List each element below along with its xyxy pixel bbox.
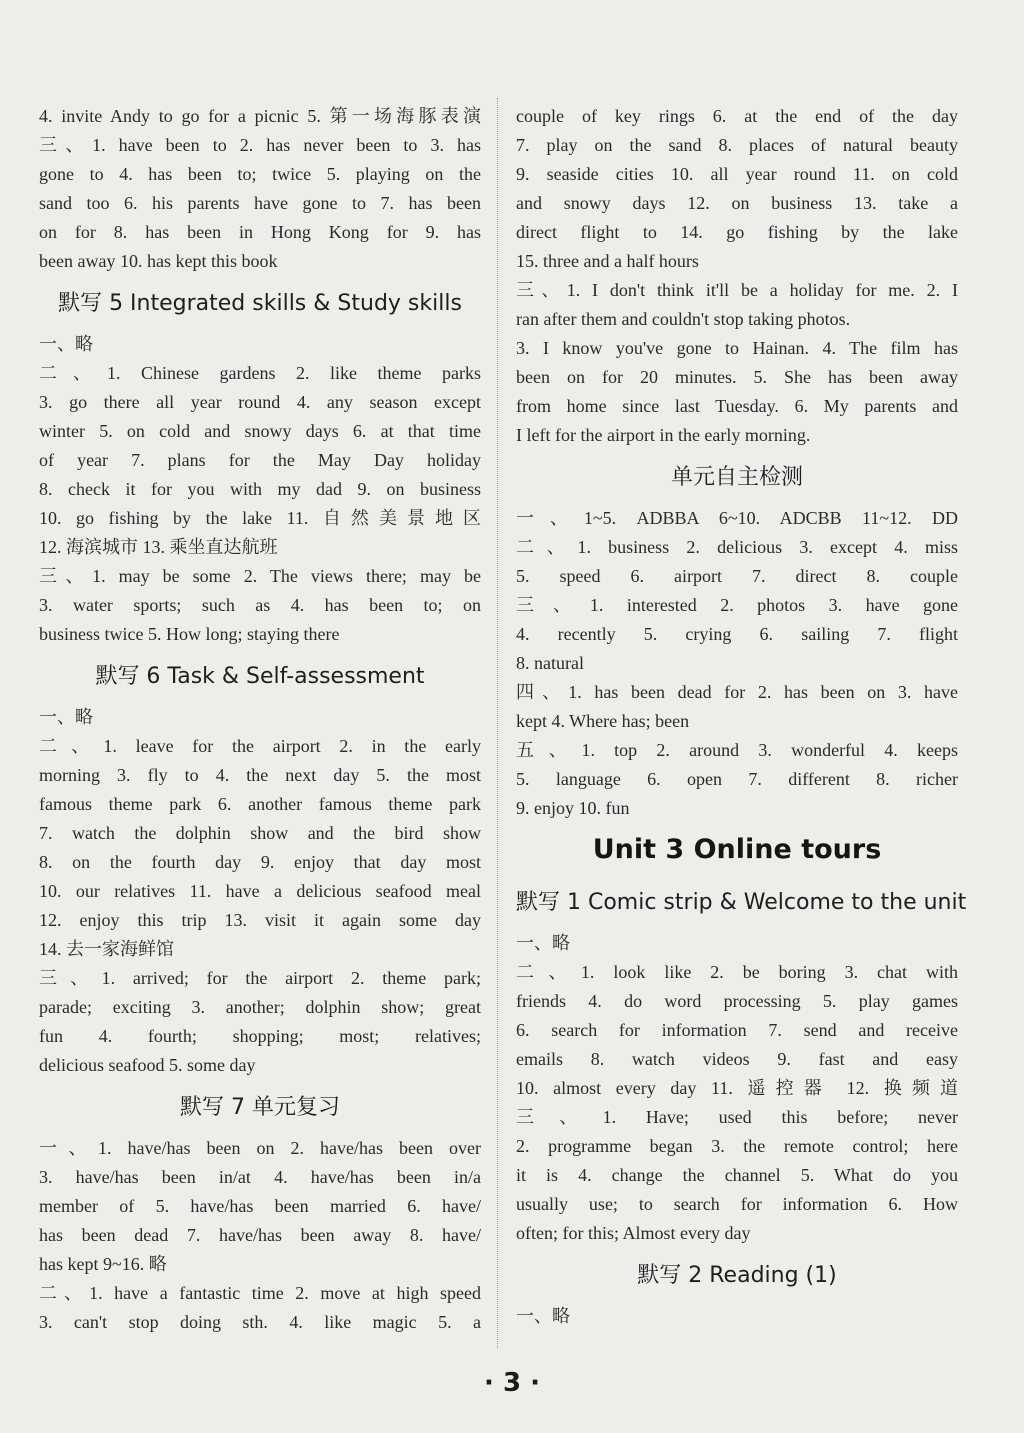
left-answer-line: been away 10. has kept this book — [39, 251, 278, 271]
page-number: · 3 · — [484, 1368, 540, 1398]
right-unit-title: Unit 3 Online tours — [592, 834, 882, 865]
right-answer-line: 四、1. has been dead for 2. has been on 3. have — [516, 682, 958, 702]
left-answer-line: fun 4. fourth; shopping; most; relatives; — [39, 1026, 481, 1046]
left-answer-line: member of 5. have/has been married 6. have/ — [39, 1196, 481, 1216]
left-answer-line: 二、1. have a fantastic time 2. move at high speed — [39, 1283, 481, 1303]
right-answer-line: 15. three and a half hours — [516, 251, 699, 271]
left-column — [39, 102, 481, 1337]
left-answer-line: has been dead 7. have/has been away 8. have/ — [39, 1225, 481, 1245]
left-answer-line: 三、1. have been to 2. has never been to 3. has — [39, 135, 481, 155]
column-divider — [497, 98, 498, 1348]
right-answer-line: 10. almost every day 11. 遥控器 12. 换频道 — [516, 1078, 958, 1098]
right-answer-line: 5. speed 6. airport 7. direct 8. couple — [516, 566, 958, 586]
right-answer-line: friends 4. do word processing 5. play games — [516, 991, 958, 1011]
left-answer-line: 二、1. leave for the airport 2. in the early — [39, 736, 481, 756]
left-answer-line: 10. our relatives 11. have a delicious seafood meal — [39, 881, 481, 901]
right-answer-line: 4. recently 5. crying 6. sailing 7. flight — [516, 624, 958, 644]
right-answer-line: 三、1. I don't think it'll be a holiday for me. 2. I — [516, 280, 958, 300]
right-section-heading: 默写 1 Comic strip & Welcome to the unit — [516, 890, 967, 915]
right-answer-line: kept 4. Where has; been — [516, 711, 690, 731]
left-answer-line: famous theme park 6. another famous theme park — [39, 794, 481, 814]
right-answer-line: 二、1. look like 2. be boring 3. chat with — [516, 962, 958, 982]
right-answer-line: from home since last Tuesday. 6. My parents and — [516, 396, 958, 416]
left-answer-line: 二、1. Chinese gardens 2. like theme parks — [39, 363, 481, 383]
right-answer-line: often; for this; Almost every day — [516, 1223, 751, 1243]
right-section-heading: 默写 2 Reading (1) — [637, 1263, 837, 1288]
left-section-heading: 默写 6 Task & Self-assessment — [95, 664, 425, 689]
right-answer-line: 8. natural — [516, 653, 584, 673]
right-answer-line: 一、1~5. ADBBA 6~10. ADCBB 11~12. DD — [516, 508, 958, 528]
left-answer-line: 4. invite Andy to go for a picnic 5. 第一场海豚表演 — [39, 106, 481, 126]
left-answer-line: 12. 海滨城市 13. 乘坐直达航班 — [39, 537, 278, 557]
left-answer-line: 8. check it for you with my dad 9. on business — [39, 479, 481, 499]
left-answer-line: 三、1. arrived; for the airport 2. theme park; — [39, 968, 481, 988]
left-section-heading: 默写 5 Integrated skills & Study skills — [58, 291, 462, 316]
left-answer-line: 10. go fishing by the lake 11. 自然美景地区 — [39, 508, 481, 528]
right-answer-line: 7. play on the sand 8. places of natural beauty — [516, 135, 958, 155]
left-answer-line: delicious seafood 5. some day — [39, 1055, 256, 1075]
left-answer-line: 一、1. have/has been on 2. have/has been over — [39, 1138, 481, 1158]
right-column — [516, 102, 967, 1331]
right-answer-line: ran after them and couldn't stop taking photos. — [516, 309, 851, 329]
left-answer-line: has kept 9~16. 略 — [39, 1254, 167, 1274]
right-section-heading: 单元自主检测 — [670, 465, 803, 490]
right-answer-line: 2. programme began 3. the remote control; here — [516, 1136, 958, 1156]
right-answer-line: 三、1. Have; used this before; never — [516, 1107, 958, 1127]
left-answer-line: winter 5. on cold and snowy days 6. at that time — [39, 421, 481, 441]
right-answer-line: couple of key rings 6. at the end of the day — [516, 106, 958, 126]
left-answer-line: 一、略 — [39, 707, 93, 727]
right-answer-line: been on for 20 minutes. 5. She has been away — [516, 367, 958, 387]
right-answer-line: it is 4. change the channel 5. What do you — [516, 1165, 958, 1185]
right-answer-line: 二、1. business 2. delicious 3. except 4. miss — [516, 537, 958, 557]
right-answer-line: 3. I know you've gone to Hainan. 4. The film has — [516, 338, 958, 358]
right-answer-line: usually use; to search for information 6. How — [516, 1194, 958, 1214]
right-answer-line: I left for the airport in the early morning. — [516, 425, 811, 445]
left-answer-line: 3. go there all year round 4. any season except — [39, 392, 481, 412]
right-answer-line: 5. language 6. open 7. different 8. richer — [516, 769, 958, 789]
left-answer-line: 3. can't stop doing sth. 4. like magic 5. a — [39, 1312, 481, 1332]
right-answer-line: 9. enjoy 10. fun — [516, 798, 630, 818]
left-answer-line: 3. have/has been in/at 4. have/has been in/a — [39, 1167, 481, 1187]
left-section-heading: 默写 7 单元复习 — [180, 1095, 340, 1120]
right-answer-line: emails 8. watch videos 9. fast and easy — [516, 1049, 958, 1069]
right-answer-line: direct flight to 14. go fishing by the lake — [516, 222, 958, 242]
left-answer-line: business twice 5. How long; staying there — [39, 624, 340, 644]
left-answer-line: 一、略 — [39, 334, 93, 354]
right-answer-line: and snowy days 12. on business 13. take a — [516, 193, 958, 213]
left-answer-line: on for 8. has been in Hong Kong for 9. has — [39, 222, 481, 242]
left-answer-line: sand too 6. his parents have gone to 7. has been — [39, 193, 481, 213]
left-answer-line: 3. water sports; such as 4. has been to; on — [39, 595, 481, 615]
left-answer-line: parade; exciting 3. another; dolphin show; great — [39, 997, 481, 1017]
right-answer-line: 五、1. top 2. around 3. wonderful 4. keeps — [516, 740, 958, 760]
right-answer-line: 6. search for information 7. send and receive — [516, 1020, 958, 1040]
left-answer-line: 7. watch the dolphin show and the bird show — [39, 823, 481, 843]
left-answer-line: 14. 去一家海鲜馆 — [39, 939, 174, 959]
left-answer-line: morning 3. fly to 4. the next day 5. the most — [39, 765, 481, 785]
right-answer-line: 一、略 — [516, 1306, 570, 1326]
right-answer-line: 三、1. interested 2. photos 3. have gone — [516, 595, 958, 615]
left-answer-line: 三、1. may be some 2. The views there; may be — [39, 566, 481, 586]
left-answer-line: 8. on the fourth day 9. enjoy that day most — [39, 852, 481, 872]
right-answer-line: 9. seaside cities 10. all year round 11. on cold — [516, 164, 958, 184]
left-answer-line: of year 7. plans for the May Day holiday — [39, 450, 481, 470]
right-answer-line: 一、略 — [516, 933, 570, 953]
left-answer-line: gone to 4. has been to; twice 5. playing on the — [39, 164, 481, 184]
left-answer-line: 12. enjoy this trip 13. visit it again some day — [39, 910, 481, 930]
